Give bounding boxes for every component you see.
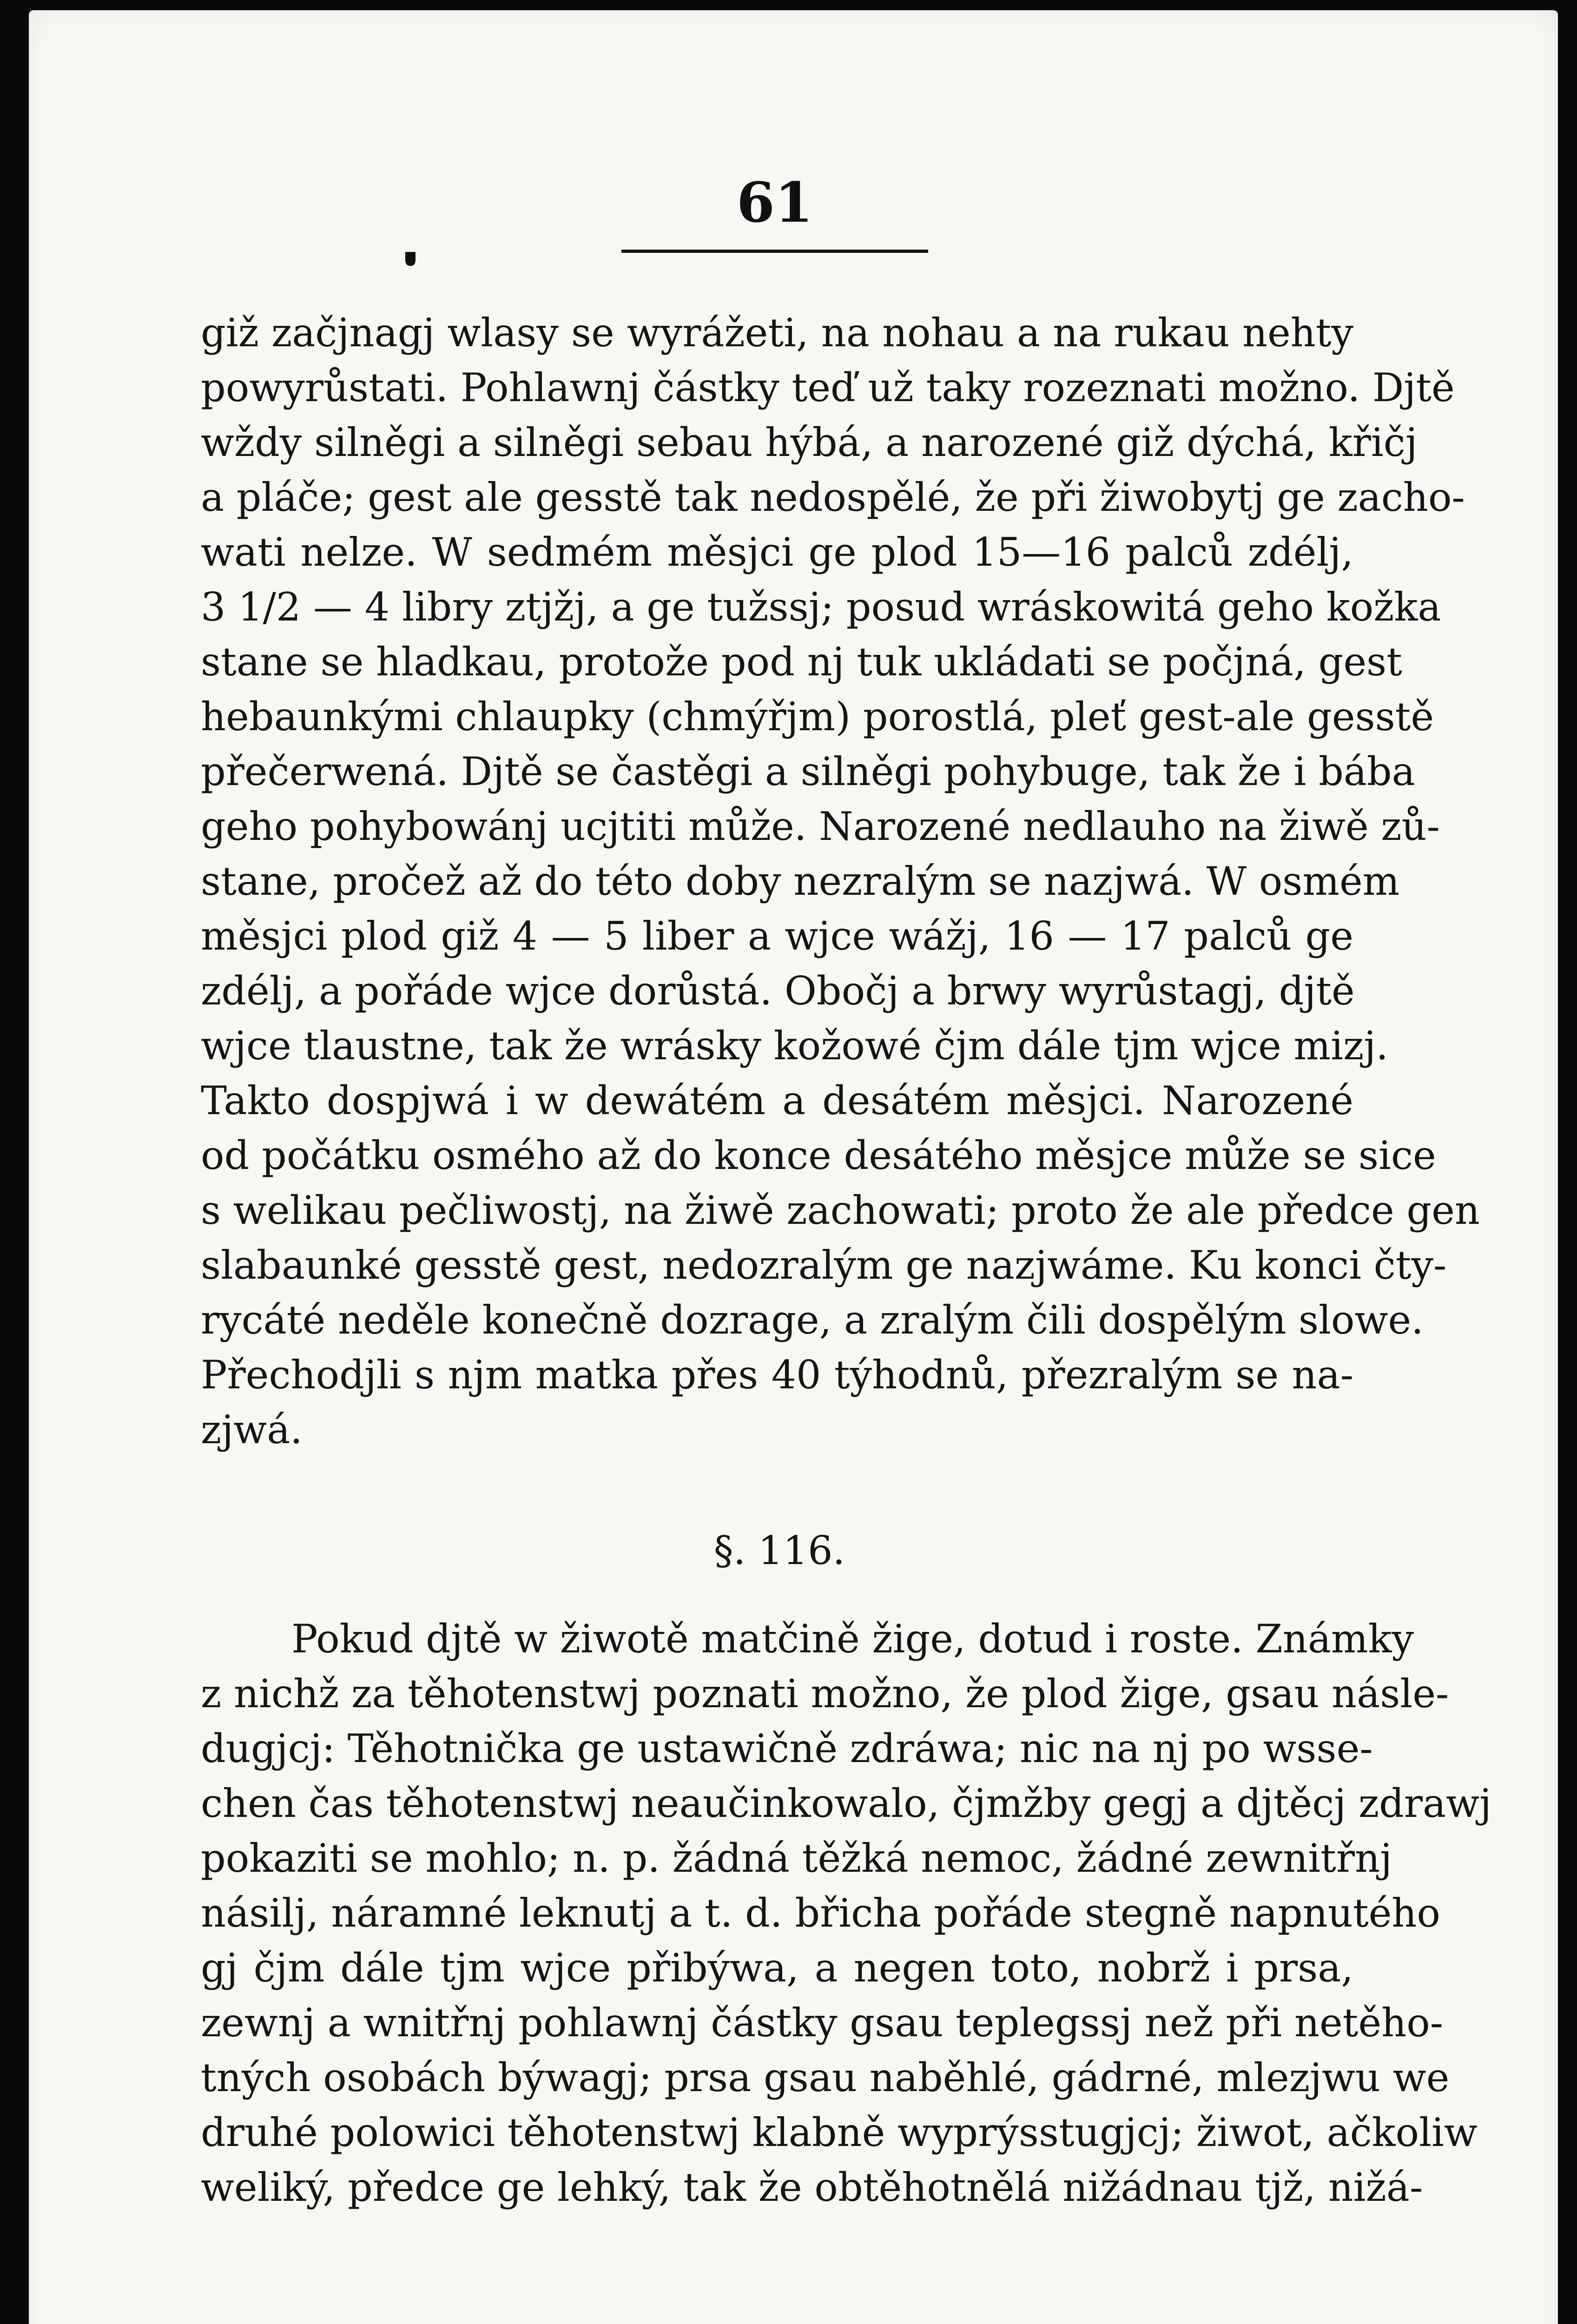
text-line: wati nelze. W sedmém měsjci ge plod 15—16 palců zdélj,: [201, 529, 1353, 575]
text-line: stane se hladkau, protože pod nj tuk ukládati se počjná, gest: [201, 639, 1402, 685]
header-rule: [621, 250, 928, 253]
text-line: zdélj, a pořáde wjce dorůstá. Obočj a brwy wyrůstagj, djtě: [201, 968, 1355, 1014]
text-line: Přechodjli s njm matka přes 40 týhodnů, přezralým se na-: [201, 1352, 1353, 1398]
text-line: měsjci plod giž 4 — 5 liber a wjce wážj, 16 — 17 palců ge: [201, 913, 1353, 959]
text-line: Pokud djtě w žiwotě matčině žige, dotud i roste. Známky: [291, 1616, 1414, 1662]
text-line: giž začjnagj wlasy se wyrážeti, na nohau a na rukau nehty: [201, 310, 1353, 356]
ink-mark: [405, 252, 416, 266]
text-line: powyrůstati. Pohlawnj částky teď už taky rozeznati možno. Djtě: [201, 365, 1455, 410]
text-line: stane, pročež až do této doby nezralým se nazjwá. W osmém: [201, 858, 1400, 904]
text-line: s welikau pečliwostj, na žiwě zachowati; proto že ale předce gen: [201, 1188, 1480, 1233]
text-line: z nichž za těhotenstwj poznati možno, že plod žige, gsau násle-: [201, 1671, 1449, 1717]
text-line: zjwá.: [201, 1407, 303, 1452]
text-line: slabaunké gesstě gest, nedozralým ge nazjwáme. Ku konci čty-: [201, 1242, 1447, 1288]
text-line: chen čas těhotenstwj neaučinkowalo, čjmžby gegj a djtěcj zdrawj: [201, 1781, 1492, 1826]
text-line: přečerwená. Djtě se častěgi a silněgi pohybuge, tak že i bába: [201, 749, 1415, 794]
text-line: od počátku osmého až do konce desátého měsjce může se sice: [201, 1133, 1436, 1178]
text-line: násilj, náramné leknutj a t. d. břicha pořáde stegně napnutého: [201, 1890, 1440, 1936]
text-line: 3 1/2 — 4 libry ztjžj, a ge tužssj; posud wráskowitá geho kožka: [201, 584, 1441, 630]
section-heading: §. 116.: [713, 1528, 845, 1573]
text-line: weliký, předce ge lehký, tak že obtěhotnělá nižádnau tjž, nižá-: [201, 2165, 1423, 2210]
text-line: wždy silněgi a silněgi sebau hýbá, a narozené giž dýchá, křičj: [201, 420, 1418, 465]
text-line: geho pohybowánj ucjtiti může. Narozené nedlauho na žiwě zů-: [201, 804, 1440, 849]
paragraph-1: [201, 305, 1480, 1457]
text-line: zewnj a wnitřnj pohlawnj částky gsau teplegssj než při netěho-: [201, 2000, 1444, 2046]
book-page: [29, 10, 1558, 2324]
text-line: rycáté neděle konečně dozrage, a zralým čili dospělým slowe.: [201, 1297, 1424, 1343]
text-line: druhé polowici těhotenstwj klabně wyprýsstugjcj; žiwot, ačkoliw: [201, 2110, 1478, 2155]
text-line: hebaunkými chlaupky (chmýřjm) porostlá, pleť gest-ale gesstě: [201, 694, 1434, 739]
page-number: 61: [736, 170, 813, 235]
text-line: Takto dospjwá i w dewátém a desátém měsjci. Narozené: [201, 1078, 1353, 1123]
text-line: wjce tlaustne, tak že wrásky kožowé čjm dále tjm wjce mizj.: [201, 1023, 1388, 1069]
text-line: dugjcj: Těhotnička ge ustawičně zdráwa; nic na nj po wsse-: [201, 1726, 1373, 1771]
text-line: pokaziti se mohlo; n. p. žádná těžká nemoc, žádné zewnitřnj: [201, 1835, 1392, 1881]
paragraph-2: [201, 1611, 1492, 2215]
text-line: gj čjm dále tjm wjce přibýwa, a negen toto, nobrž i prsa,: [201, 1945, 1353, 1991]
text-line: a pláče; gest ale gesstě tak nedospělé, že při žiwobytj ge zacho-: [201, 475, 1465, 520]
text-line: tných osobách býwagj; prsa gsau naběhlé, gádrné, mlezjwu we: [201, 2055, 1450, 2100]
